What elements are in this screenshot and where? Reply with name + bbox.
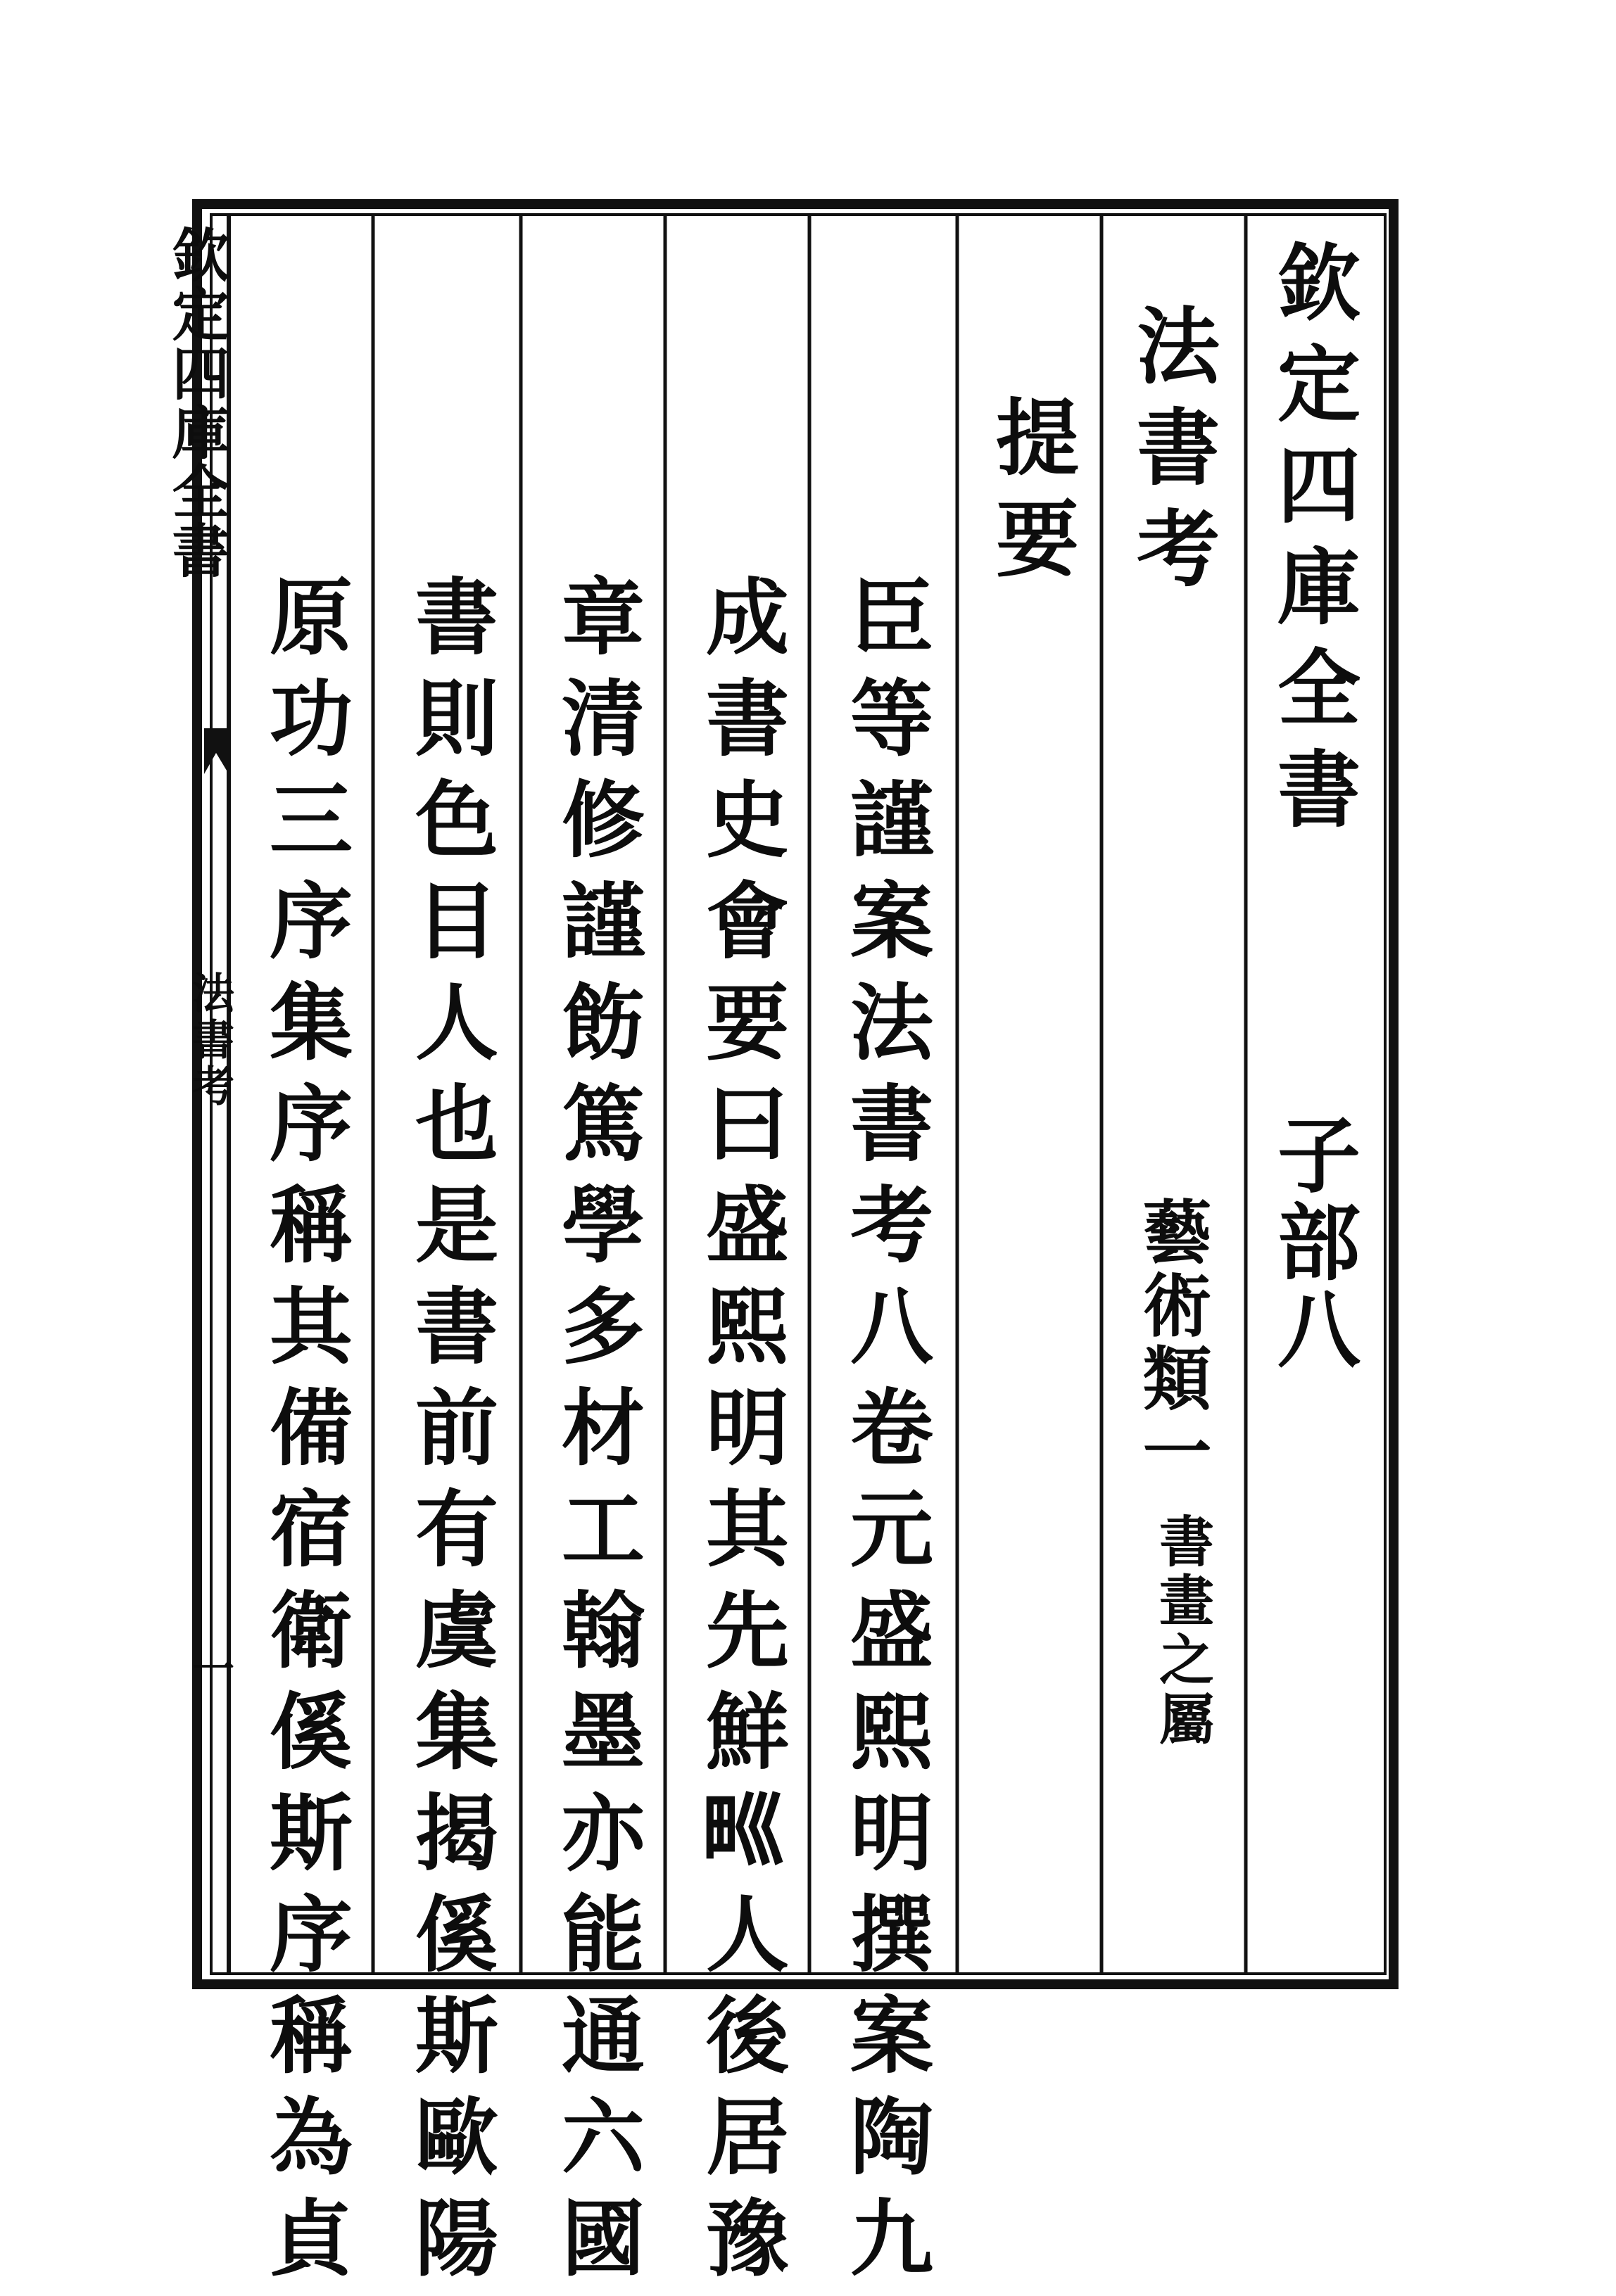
body-column-5: 原功三序集序稱其備宿衛傒斯序稱為貞 — [255, 573, 353, 2296]
category-main: 子部八 — [1263, 1112, 1361, 1374]
body-column-1: 臣等謹案法書考八卷元盛熙明撰案陶九 — [836, 573, 934, 2296]
margin-running-title: 欽定四庫全書 — [163, 225, 230, 580]
collection-title: 欽定四庫全書 — [1263, 239, 1361, 847]
margin-page-number: 一 — [185, 1647, 234, 1693]
body-column-4: 書則色目人也是書前有虞集揭傒斯歐陽 — [401, 573, 499, 2296]
category-note: 書畫之屬 — [1150, 1513, 1214, 1749]
section-label: 提要 — [982, 394, 1080, 597]
category-sub: 藝術類一 — [1131, 1196, 1212, 1489]
body-column-3: 章清修謹飭篤學多材工翰墨亦能通六國 — [548, 573, 645, 2296]
body-column-2: 成書史會要曰盛熙明其先鮮𤰝人後居豫 — [692, 573, 790, 2296]
work-title: 法書考 — [1123, 303, 1220, 607]
margin-book-title: 法書考 — [185, 971, 234, 1110]
